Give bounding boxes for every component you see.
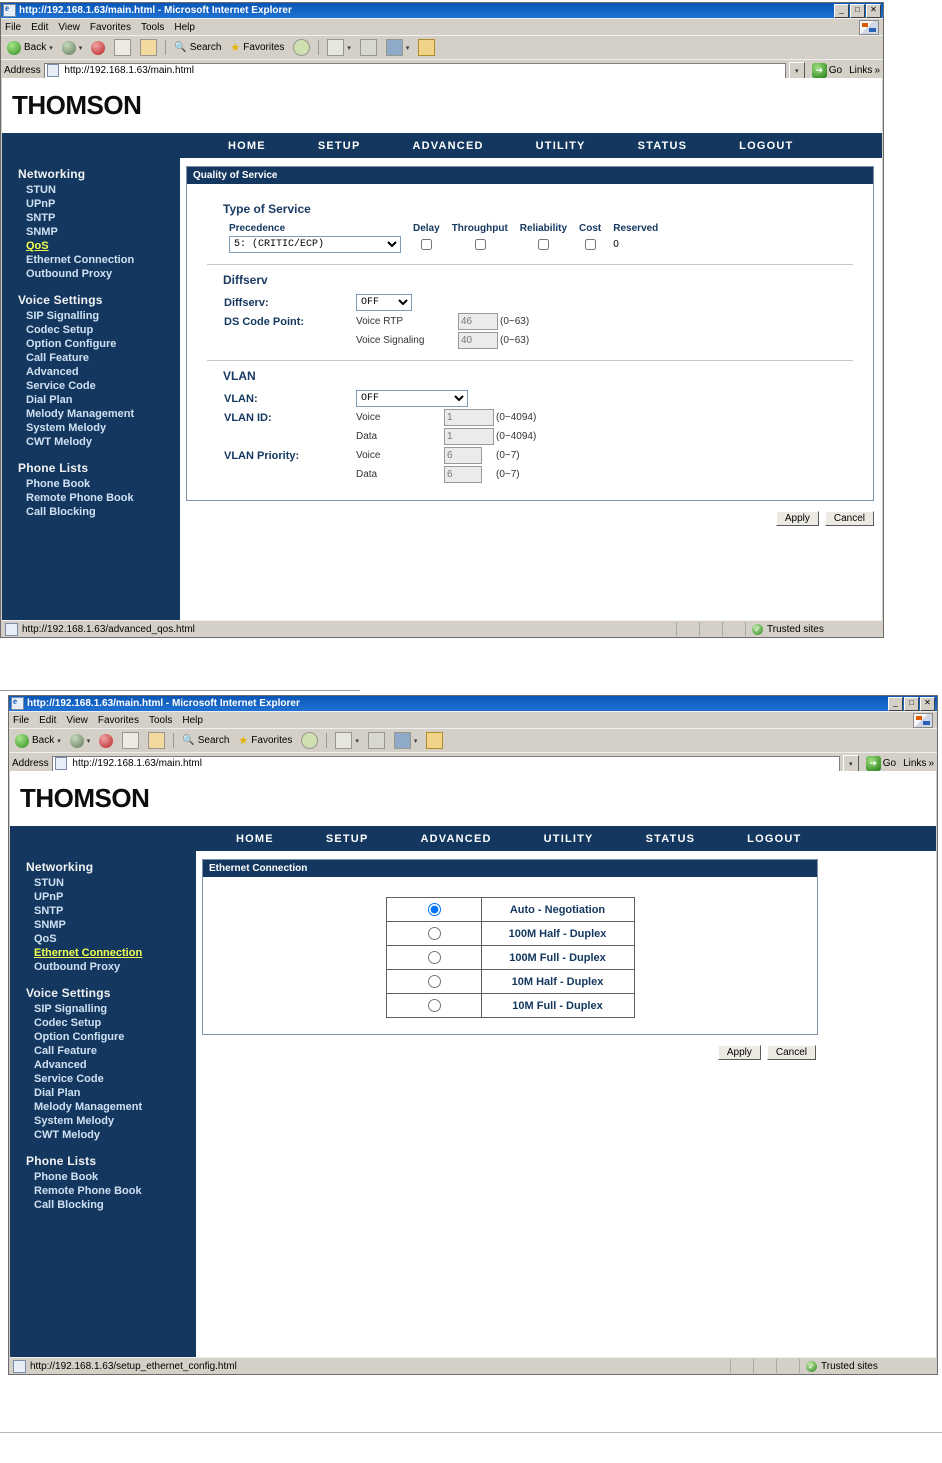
sidebar-item-call-feature-2[interactable]: Call Feature — [34, 1045, 97, 1057]
vlan-label: VLAN: — [224, 392, 258, 405]
menu-help-2[interactable]: Help — [182, 715, 203, 726]
star-icon: ★ — [230, 42, 241, 54]
qos-panel — [186, 166, 874, 501]
address-dropdown-button[interactable]: ▾ — [789, 62, 805, 80]
folder-button[interactable] — [415, 39, 438, 56]
stop-button-2[interactable] — [96, 732, 116, 749]
sidebar-item-dial-plan[interactable]: Dial Plan — [26, 394, 73, 406]
chevron-down-icon: ▾ — [49, 44, 53, 52]
nav-status-2[interactable]: STATUS — [645, 832, 696, 845]
sidebar-item-service-code[interactable]: Service Code — [26, 380, 96, 392]
links-button-2[interactable]: Links » — [903, 758, 934, 769]
delay-cell — [407, 235, 446, 254]
search-button-2[interactable]: 🔍 Search — [179, 732, 232, 749]
radio-10m-full-duplex[interactable] — [428, 999, 441, 1012]
apply-button[interactable]: Apply — [776, 511, 819, 526]
go-arrow-icon-2: ➔ — [866, 756, 881, 771]
mail-icon — [327, 39, 344, 56]
edit-button-2[interactable] — [391, 732, 421, 749]
vlan-prio-voice-cell — [443, 446, 495, 465]
browser-window-ethernet — [8, 695, 938, 1375]
windows-flag-icon-2 — [913, 713, 933, 728]
star-icon-2: ★ — [238, 735, 249, 747]
print-button-2[interactable] — [365, 732, 388, 749]
brand-bar — [2, 78, 882, 133]
forward-arrow-icon — [62, 41, 76, 55]
diffserv-select-cell — [355, 293, 530, 312]
table-row-auto-negotiation — [386, 898, 634, 922]
sidebar-2 — [10, 851, 196, 1357]
history-icon — [293, 39, 310, 56]
panel-title-2: Ethernet Connection — [203, 860, 817, 877]
nav-advanced-2[interactable]: ADVANCED — [420, 832, 492, 845]
vlan-prio-data-input[interactable] — [444, 466, 482, 483]
dscp-label: DS Code Point: — [224, 315, 305, 328]
sidebar-item-outbound-proxy-2[interactable]: Outbound Proxy — [34, 961, 121, 973]
forward-button-2[interactable] — [67, 732, 94, 749]
status-pane-1 — [677, 622, 700, 636]
sidebar-item-phone-book-2[interactable]: Phone Book — [34, 1171, 99, 1183]
menu-tools-2[interactable]: Tools — [148, 715, 173, 726]
sidebar-item-qos-2[interactable]: QoS — [34, 933, 57, 945]
panel-body — [187, 184, 873, 500]
title-bar-2 — [9, 696, 937, 711]
print-icon-2 — [368, 732, 385, 749]
sidebar-item-call-blocking-2[interactable]: Call Blocking — [34, 1199, 104, 1211]
vlan-id-data-cell — [443, 427, 495, 446]
voice-rtp-input-cell — [457, 312, 499, 331]
menu-favorites[interactable]: Favorites — [89, 22, 131, 33]
toolbar-separator-1 — [165, 40, 166, 55]
divider-2 — [207, 360, 853, 361]
vlan-priority-label: VLAN Priority: — [224, 449, 300, 462]
back-button[interactable]: Back ▾ — [4, 39, 56, 56]
status-url-area — [2, 622, 677, 636]
status-url-area-2 — [10, 1359, 731, 1373]
tool-bar-2 — [9, 728, 937, 752]
tos-header-row — [223, 222, 664, 235]
reliability-checkbox[interactable] — [538, 239, 549, 250]
status-zone-label-2: Trusted sites — [821, 1360, 878, 1372]
panel-body-2 — [203, 877, 817, 1034]
label-10m-half: 10M Half - Duplex — [481, 970, 634, 994]
menu-favorites-2[interactable]: Favorites — [97, 715, 139, 726]
figure-separator-line — [0, 690, 360, 691]
diffserv-table — [223, 293, 530, 350]
vlan-id-voice-range: (0~4094) — [496, 412, 537, 423]
radio-100m-half-duplex[interactable] — [428, 927, 441, 940]
stop-icon — [91, 41, 105, 55]
sidebar-item-call-blocking[interactable]: Call Blocking — [26, 506, 96, 518]
page-viewport — [2, 78, 882, 621]
divider-1 — [207, 264, 853, 265]
vlan-table — [223, 389, 537, 484]
section-type-of-service: Type of Service — [223, 202, 311, 216]
voice-signaling-range: (0~63) — [500, 335, 530, 346]
maximize-button[interactable]: □ — [850, 4, 865, 18]
sidebar-group-voice-settings: Voice Settings — [18, 293, 103, 307]
vlan-prio-data-label: Data — [356, 469, 378, 480]
sidebar-item-cwt-melody-2[interactable]: CWT Melody — [34, 1129, 100, 1141]
refresh-icon-2 — [122, 732, 139, 749]
tos-col-cost: Cost — [579, 223, 602, 234]
form-buttons — [186, 511, 874, 526]
tos-col-reliability: Reliability — [519, 223, 568, 234]
edit-button[interactable] — [383, 39, 413, 56]
status-pane-1-2 — [731, 1359, 754, 1373]
address-label: Address — [4, 65, 41, 76]
apply-button-2[interactable]: Apply — [718, 1045, 761, 1060]
tool-bar — [1, 35, 883, 59]
status-zone-2 — [800, 1359, 936, 1373]
favorites-button[interactable]: ★ Favorites — [230, 42, 285, 54]
radio-cell-100m-full[interactable] — [386, 946, 481, 970]
stop-button[interactable] — [88, 39, 108, 56]
content-area — [180, 158, 882, 621]
diffserv-label: Diffserv: — [224, 296, 269, 309]
sidebar-group-phone-lists-2: Phone Lists — [26, 1154, 97, 1168]
go-button-2[interactable]: ➔ Go — [862, 756, 900, 771]
nav-utility[interactable]: UTILITY — [535, 139, 586, 152]
links-chevron-icon: » — [874, 65, 880, 76]
back-arrow-icon — [7, 41, 21, 55]
vlan-prio-voice-input[interactable] — [444, 447, 482, 464]
voice-signaling-input-cell — [457, 331, 499, 350]
sidebar-item-dial-plan-2[interactable]: Dial Plan — [34, 1087, 81, 1099]
cancel-button-2[interactable]: Cancel — [767, 1045, 816, 1060]
nav-setup-2[interactable]: SETUP — [325, 832, 369, 845]
address-input-2[interactable] — [70, 757, 836, 770]
go-arrow-icon: ➔ — [812, 63, 827, 78]
edit-icon — [386, 39, 403, 56]
chevron-down-icon-forward: ▾ — [78, 44, 83, 52]
sidebar-item-melody-management-2[interactable]: Melody Management — [34, 1101, 143, 1113]
sidebar-group-networking: Networking — [18, 167, 86, 181]
nav-home-2[interactable]: HOME — [236, 832, 274, 845]
search-icon-2 — [182, 735, 194, 746]
panel-title: Quality of Service — [187, 167, 873, 184]
reserved-value: 0 — [613, 239, 619, 250]
throughput-checkbox[interactable] — [475, 239, 486, 250]
chevron-down-icon-mail: ▾ — [347, 44, 351, 52]
cost-cell — [573, 235, 607, 254]
nav-logout-2[interactable]: LOGOUT — [747, 832, 802, 845]
sidebar-item-remote-phone-book[interactable]: Remote Phone Book — [26, 492, 134, 504]
form-buttons-2 — [202, 1045, 816, 1060]
menu-file[interactable]: File — [5, 22, 22, 33]
folder-button-2[interactable] — [423, 732, 446, 749]
radio-cell-100m-half[interactable] — [386, 922, 481, 946]
home-button-2[interactable] — [145, 732, 168, 749]
forward-button[interactable] — [59, 39, 86, 56]
close-button[interactable]: ✕ — [866, 4, 881, 18]
sidebar-item-option-configure-2[interactable]: Option Configure — [34, 1031, 125, 1043]
vlan-id-data-range: (0~4094) — [496, 431, 537, 442]
tos-table — [223, 222, 664, 254]
brand-bar-2 — [10, 771, 936, 826]
menu-file-2[interactable]: File — [13, 715, 30, 726]
status-pane-3 — [723, 622, 746, 636]
menu-help[interactable]: Help — [174, 22, 195, 33]
links-button[interactable]: Links » — [849, 65, 880, 76]
vlan-select[interactable] — [356, 390, 468, 407]
section-vlan: VLAN — [223, 369, 256, 383]
page-icon-2 — [55, 757, 68, 770]
page-viewport-2 — [10, 771, 936, 1357]
radio-cell-10m-half[interactable] — [386, 970, 481, 994]
sidebar-group-networking-2: Networking — [26, 860, 94, 874]
toolbar-separator-2-2 — [326, 733, 327, 748]
vlan-prio-data-range: (0~7) — [496, 469, 520, 480]
label-10m-full: 10M Full - Duplex — [481, 994, 634, 1018]
minimize-button-2[interactable]: _ — [888, 697, 903, 711]
vlan-id-voice-label: Voice — [356, 412, 381, 423]
back-arrow-icon-2 — [15, 734, 29, 748]
address-input[interactable] — [62, 64, 782, 77]
radio-cell-10m-full[interactable] — [386, 994, 481, 1018]
cancel-button[interactable]: Cancel — [825, 511, 874, 526]
reliability-cell — [514, 235, 573, 254]
links-chevron-icon-2: » — [928, 758, 934, 769]
sidebar-group-voice-settings-2: Voice Settings — [26, 986, 111, 1000]
table-row-100m-full — [386, 946, 634, 970]
window-controls-2 — [888, 697, 935, 711]
sidebar-item-codec-setup-2[interactable]: Codec Setup — [34, 1017, 102, 1029]
search-icon — [174, 42, 186, 53]
sidebar-item-sntp[interactable]: SNTP — [26, 212, 56, 224]
toolbar-separator-1-2 — [173, 733, 174, 748]
sidebar-item-codec-setup[interactable]: Codec Setup — [26, 324, 94, 336]
status-page-icon — [5, 623, 18, 636]
vlan-id-voice-input[interactable] — [444, 409, 494, 426]
browser-window-qos — [0, 2, 884, 638]
window-title: http://192.168.1.63/main.html - Microsoft Internet Explorer — [19, 5, 292, 16]
status-pane-2 — [700, 622, 723, 636]
refresh-button-2[interactable] — [119, 732, 142, 749]
content-area-2 — [196, 851, 936, 1357]
sidebar-item-melody-management[interactable]: Melody Management — [26, 408, 135, 420]
sidebar-item-system-melody[interactable]: System Melody — [26, 422, 107, 434]
sidebar-item-advanced[interactable]: Advanced — [26, 366, 79, 378]
sidebar-item-snmp-2[interactable]: SNMP — [34, 919, 66, 931]
tos-col-delay: Delay — [413, 223, 440, 234]
ie-logo-icon — [3, 4, 16, 17]
menu-edit-2[interactable]: Edit — [39, 715, 57, 726]
page-body — [2, 158, 882, 621]
sidebar-item-advanced-2[interactable]: Advanced — [34, 1059, 87, 1071]
mail-button-2[interactable] — [332, 732, 362, 749]
vlan-prio-data-cell — [443, 465, 495, 484]
sidebar-item-sip-signalling-2[interactable]: SIP Signalling — [34, 1003, 108, 1015]
section-diffserv: Diffserv — [223, 273, 268, 287]
throughput-cell — [446, 235, 514, 254]
sidebar-item-upnp-2[interactable]: UPnP — [34, 891, 64, 903]
nav-advanced[interactable]: ADVANCED — [412, 139, 484, 152]
voice-rtp-input[interactable] — [458, 313, 498, 330]
voice-rtp-range: (0~63) — [500, 316, 530, 327]
history-icon-2 — [301, 732, 318, 749]
chevron-down-icon-edit: ▾ — [405, 44, 410, 52]
address-field-2[interactable] — [52, 756, 840, 772]
sidebar-item-sip-signalling[interactable]: SIP Signalling — [26, 310, 100, 322]
window-controls — [834, 4, 881, 18]
status-bar — [2, 620, 882, 637]
precedence-select[interactable] — [229, 236, 401, 253]
nav-logout[interactable]: LOGOUT — [739, 139, 794, 152]
windows-flag-icon — [859, 20, 879, 35]
sidebar-item-snmp[interactable]: SNMP — [26, 226, 58, 238]
history-button[interactable] — [290, 39, 313, 56]
maximize-button-2[interactable]: □ — [904, 697, 919, 711]
vlan-select-cell — [355, 389, 537, 408]
print-button[interactable] — [357, 39, 380, 56]
status-pane-3-2 — [777, 1359, 800, 1373]
vlan-prio-voice-label: Voice — [356, 450, 381, 461]
brand-logo-2: THOMSON — [20, 783, 150, 813]
chevron-down-icon-mail-2: ▾ — [355, 737, 359, 745]
title-bar — [1, 3, 883, 18]
status-url: http://192.168.1.63/advanced_qos.html — [22, 623, 195, 635]
trusted-sites-icon: ✓ — [752, 624, 763, 635]
print-icon — [360, 39, 377, 56]
chevron-down-icon-edit-2: ▾ — [413, 737, 418, 745]
address-dropdown-button-2[interactable]: ▾ — [843, 755, 859, 773]
menu-tools[interactable]: Tools — [140, 22, 165, 33]
refresh-button[interactable] — [111, 39, 134, 56]
sidebar-item-service-code-2[interactable]: Service Code — [34, 1073, 104, 1085]
page-bottom-rule — [0, 1432, 942, 1433]
sidebar-item-call-feature[interactable]: Call Feature — [26, 352, 89, 364]
menu-bar — [1, 18, 883, 35]
menu-view[interactable]: View — [58, 22, 80, 33]
status-url-2: http://192.168.1.63/setup_ethernet_config.html — [30, 1360, 237, 1372]
sidebar-item-ethernet-connection-2[interactable]: Ethernet Connection — [34, 947, 143, 959]
sidebar-item-system-melody-2[interactable]: System Melody — [34, 1115, 115, 1127]
status-zone — [746, 622, 882, 636]
ethernet-panel — [202, 859, 818, 1035]
folder-icon — [418, 39, 435, 56]
search-button[interactable]: 🔍 Search — [171, 39, 224, 56]
status-bar-2 — [10, 1357, 936, 1374]
status-zone-label: Trusted sites — [767, 623, 824, 635]
history-button-2[interactable] — [298, 732, 321, 749]
ethernet-mode-table — [386, 897, 635, 1018]
voice-rtp-label: Voice RTP — [356, 316, 404, 327]
sidebar-item-remote-phone-book-2[interactable]: Remote Phone Book — [34, 1185, 142, 1197]
status-page-icon-2 — [13, 1360, 26, 1373]
status-pane-2-2 — [754, 1359, 777, 1373]
chevron-down-icon-2: ▾ — [57, 737, 61, 745]
precedence-cell — [223, 235, 407, 254]
sidebar — [2, 158, 180, 621]
folder-icon-2 — [426, 732, 443, 749]
vlan-id-data-input[interactable] — [444, 428, 494, 445]
voice-signaling-input[interactable] — [458, 332, 498, 349]
radio-10m-half-duplex[interactable] — [428, 975, 441, 988]
sidebar-item-outbound-proxy[interactable]: Outbound Proxy — [26, 268, 113, 280]
trusted-sites-icon-2: ✓ — [806, 1361, 817, 1372]
table-row-100m-half — [386, 922, 634, 946]
forward-arrow-icon-2 — [70, 734, 84, 748]
tos-col-reserved: Reserved — [613, 223, 659, 234]
nav-status[interactable]: STATUS — [637, 139, 688, 152]
nav-home[interactable]: HOME — [228, 139, 266, 152]
vlan-id-data-label: Data — [356, 431, 378, 442]
sidebar-item-stun-2[interactable]: STUN — [34, 877, 64, 889]
address-field[interactable] — [44, 63, 786, 79]
address-label-2: Address — [12, 758, 49, 769]
back-button-2[interactable]: Back ▾ — [12, 732, 64, 749]
sidebar-item-stun[interactable]: STUN — [26, 184, 56, 196]
tos-col-throughput: Throughput — [451, 223, 508, 234]
top-nav — [2, 133, 882, 158]
sidebar-item-upnp[interactable]: UPnP — [26, 198, 56, 210]
window-title-2: http://192.168.1.63/main.html - Microsoft Internet Explorer — [27, 698, 300, 709]
sidebar-item-phone-book[interactable]: Phone Book — [26, 478, 91, 490]
menu-view-2[interactable]: View — [66, 715, 88, 726]
table-row-10m-half — [386, 970, 634, 994]
menu-bar-2 — [9, 711, 937, 728]
sidebar-item-cwt-melody[interactable]: CWT Melody — [26, 436, 92, 448]
vlan-prio-voice-range: (0~7) — [496, 450, 520, 461]
sidebar-group-phone-lists: Phone Lists — [18, 461, 89, 475]
edit-icon-2 — [394, 732, 411, 749]
home-icon — [140, 39, 157, 56]
vlan-id-voice-cell — [443, 408, 495, 427]
page-icon — [47, 64, 60, 77]
label-auto-negotiation: Auto - Negotiation — [481, 898, 634, 922]
nav-setup[interactable]: SETUP — [317, 139, 361, 152]
minimize-button[interactable]: _ — [834, 4, 849, 18]
tos-col-precedence: Precedence — [229, 223, 286, 234]
stop-icon-2 — [99, 734, 113, 748]
radio-auto-negotiation[interactable] — [428, 903, 441, 916]
toolbar-separator-2 — [318, 40, 319, 55]
delay-checkbox[interactable] — [421, 239, 432, 250]
mail-button[interactable] — [324, 39, 354, 56]
favorites-button-2[interactable]: ★ Favorites — [238, 735, 293, 747]
sidebar-item-qos[interactable]: QoS — [26, 240, 49, 252]
menu-edit[interactable]: Edit — [31, 22, 49, 33]
radio-cell-auto-negotiation[interactable] — [386, 898, 481, 922]
nav-utility-2[interactable]: UTILITY — [543, 832, 594, 845]
ie-logo-icon-2 — [11, 697, 24, 710]
tos-value-row — [223, 235, 664, 254]
brand-logo: THOMSON — [12, 90, 142, 120]
label-100m-full: 100M Full - Duplex — [481, 946, 634, 970]
sidebar-item-option-configure[interactable]: Option Configure — [26, 338, 117, 350]
page-body-2 — [10, 851, 936, 1357]
home-icon-2 — [148, 732, 165, 749]
table-row-10m-full — [386, 994, 634, 1018]
refresh-icon — [114, 39, 131, 56]
label-100m-half: 100M Half - Duplex — [481, 922, 634, 946]
voice-signaling-label: Voice Signaling — [356, 335, 425, 346]
vlan-id-label: VLAN ID: — [224, 411, 272, 424]
go-button[interactable]: ➔ Go — [808, 63, 846, 78]
top-nav-2 — [10, 826, 936, 851]
chevron-down-icon-forward-2: ▾ — [86, 737, 91, 745]
sidebar-item-ethernet-connection[interactable]: Ethernet Connection — [26, 254, 135, 266]
mail-icon-2 — [335, 732, 352, 749]
cost-checkbox[interactable] — [585, 239, 596, 250]
close-button-2[interactable]: ✕ — [920, 697, 935, 711]
sidebar-item-sntp-2[interactable]: SNTP — [34, 905, 64, 917]
radio-100m-full-duplex[interactable] — [428, 951, 441, 964]
home-button[interactable] — [137, 39, 160, 56]
diffserv-select[interactable] — [356, 294, 412, 311]
